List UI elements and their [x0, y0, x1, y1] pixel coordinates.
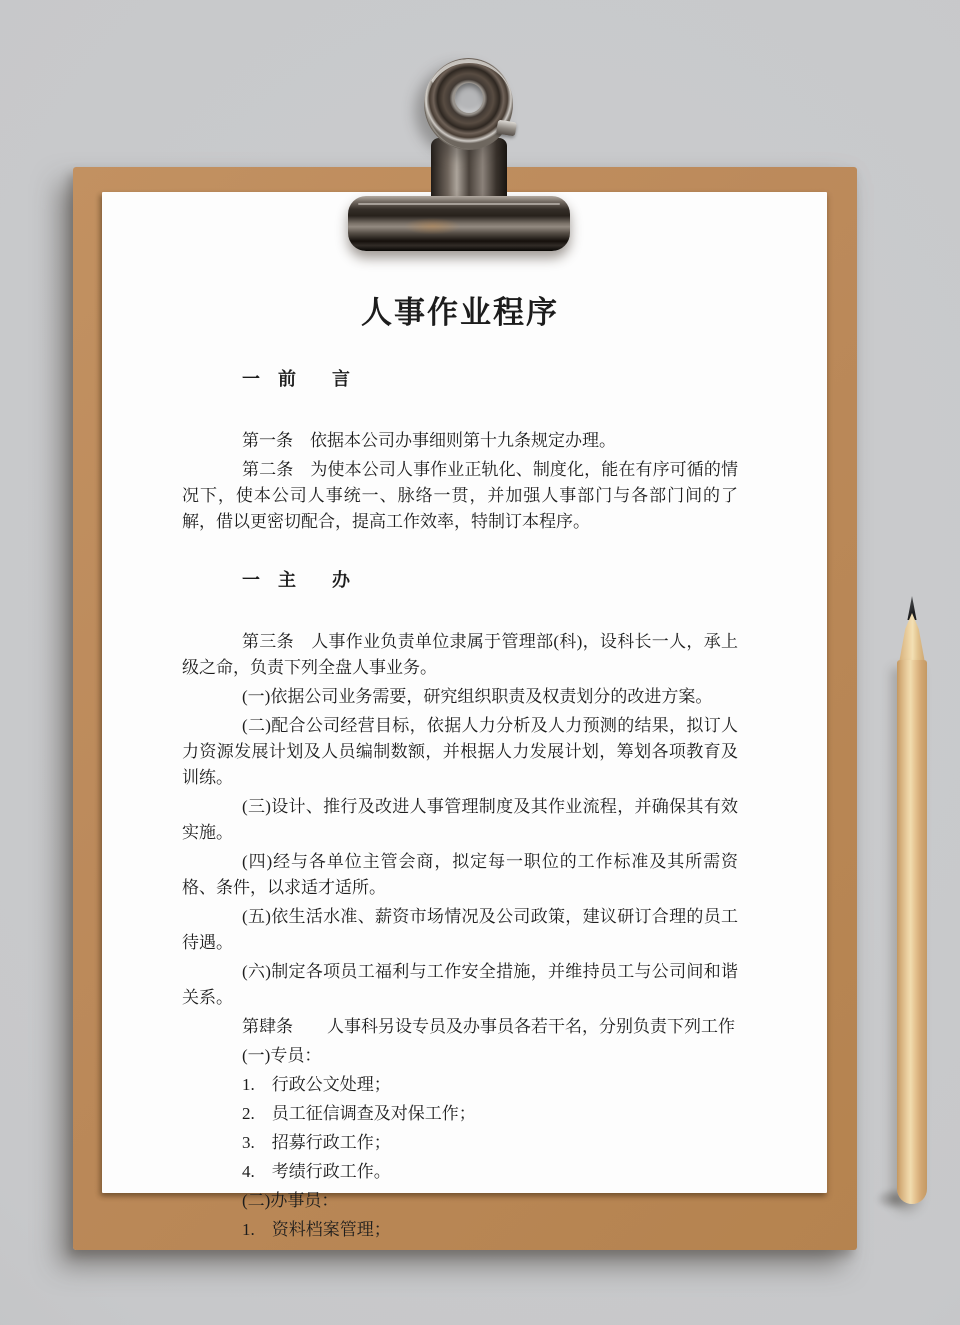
clip-screw	[496, 120, 517, 137]
section-heading-organizer: 一 主 办	[242, 570, 350, 590]
list-item: (四)经与各单位主管会商，拟定每一职位的工作标准及其所需资格、条件，以求适才适所。	[182, 852, 738, 897]
list-item: (二)配合公司经营目标，依据人力分析及人力预测的结果，拟订人力资源发展计划及人员编制数额，并根据人力发展计划，筹划各项教育及训练。	[182, 716, 738, 787]
document-title: 人事作业程序	[361, 295, 559, 330]
document-paper	[102, 192, 827, 1239]
section-heading-preface: 一 前 言	[242, 369, 350, 389]
list-item: 2. 员工征信调查及对保工作；	[242, 1104, 476, 1123]
pencil-wood-cone	[899, 613, 925, 663]
list-item: 1. 资料档案管理；	[242, 1220, 391, 1239]
list-item: (一)专员：	[242, 1046, 322, 1065]
document-content	[182, 192, 738, 1239]
clip-hole	[455, 83, 483, 113]
list-item: (三)设计、推行及改进人事管理制度及其作业流程，并确保其有效实施。	[182, 797, 738, 842]
pencil	[897, 596, 927, 1204]
list-item: 1. 行政公文处理；	[242, 1075, 391, 1094]
list-item: (一)依据公司业务需要，研究组织职责及权责划分的改进方案。	[242, 687, 713, 706]
list-item: 4. 考绩行政工作。	[242, 1162, 391, 1181]
clause-paragraph: 第二条 为使本公司人事作业正轨化、制度化，能在有序可循的情况下，使本公司人事统一、脉络一贯，并加强人事部门与各部门间的了解，借以更密切配合，提高工作效率，特制订本程序。	[182, 460, 738, 531]
list-item: (六)制定各项员工福利与工作安全措施，并维持员工与公司间和谐关系。	[182, 962, 738, 1007]
clause-paragraph: 第肆条 人事科另设专员及办事员各若干名，分别负责下列工作	[242, 1017, 735, 1036]
clip-ring	[424, 58, 513, 150]
list-item: (五)依生活水准、薪资市场情况及公司政策，建议研订合理的员工待遇。	[182, 907, 738, 952]
list-item: 3. 招募行政工作；	[242, 1133, 391, 1152]
clipboard	[73, 167, 857, 1250]
clause-paragraph: 第三条 人事作业负责单位隶属于管理部(科)，设科长一人，承上级之命，负责下列全盘人事业务。	[182, 632, 738, 677]
list-item: (二)办事员：	[242, 1191, 339, 1210]
pencil-body	[897, 660, 927, 1204]
clause-paragraph: 第一条 依据本公司办事细则第十九条规定办理。	[242, 431, 616, 450]
clip-bar	[348, 196, 570, 251]
